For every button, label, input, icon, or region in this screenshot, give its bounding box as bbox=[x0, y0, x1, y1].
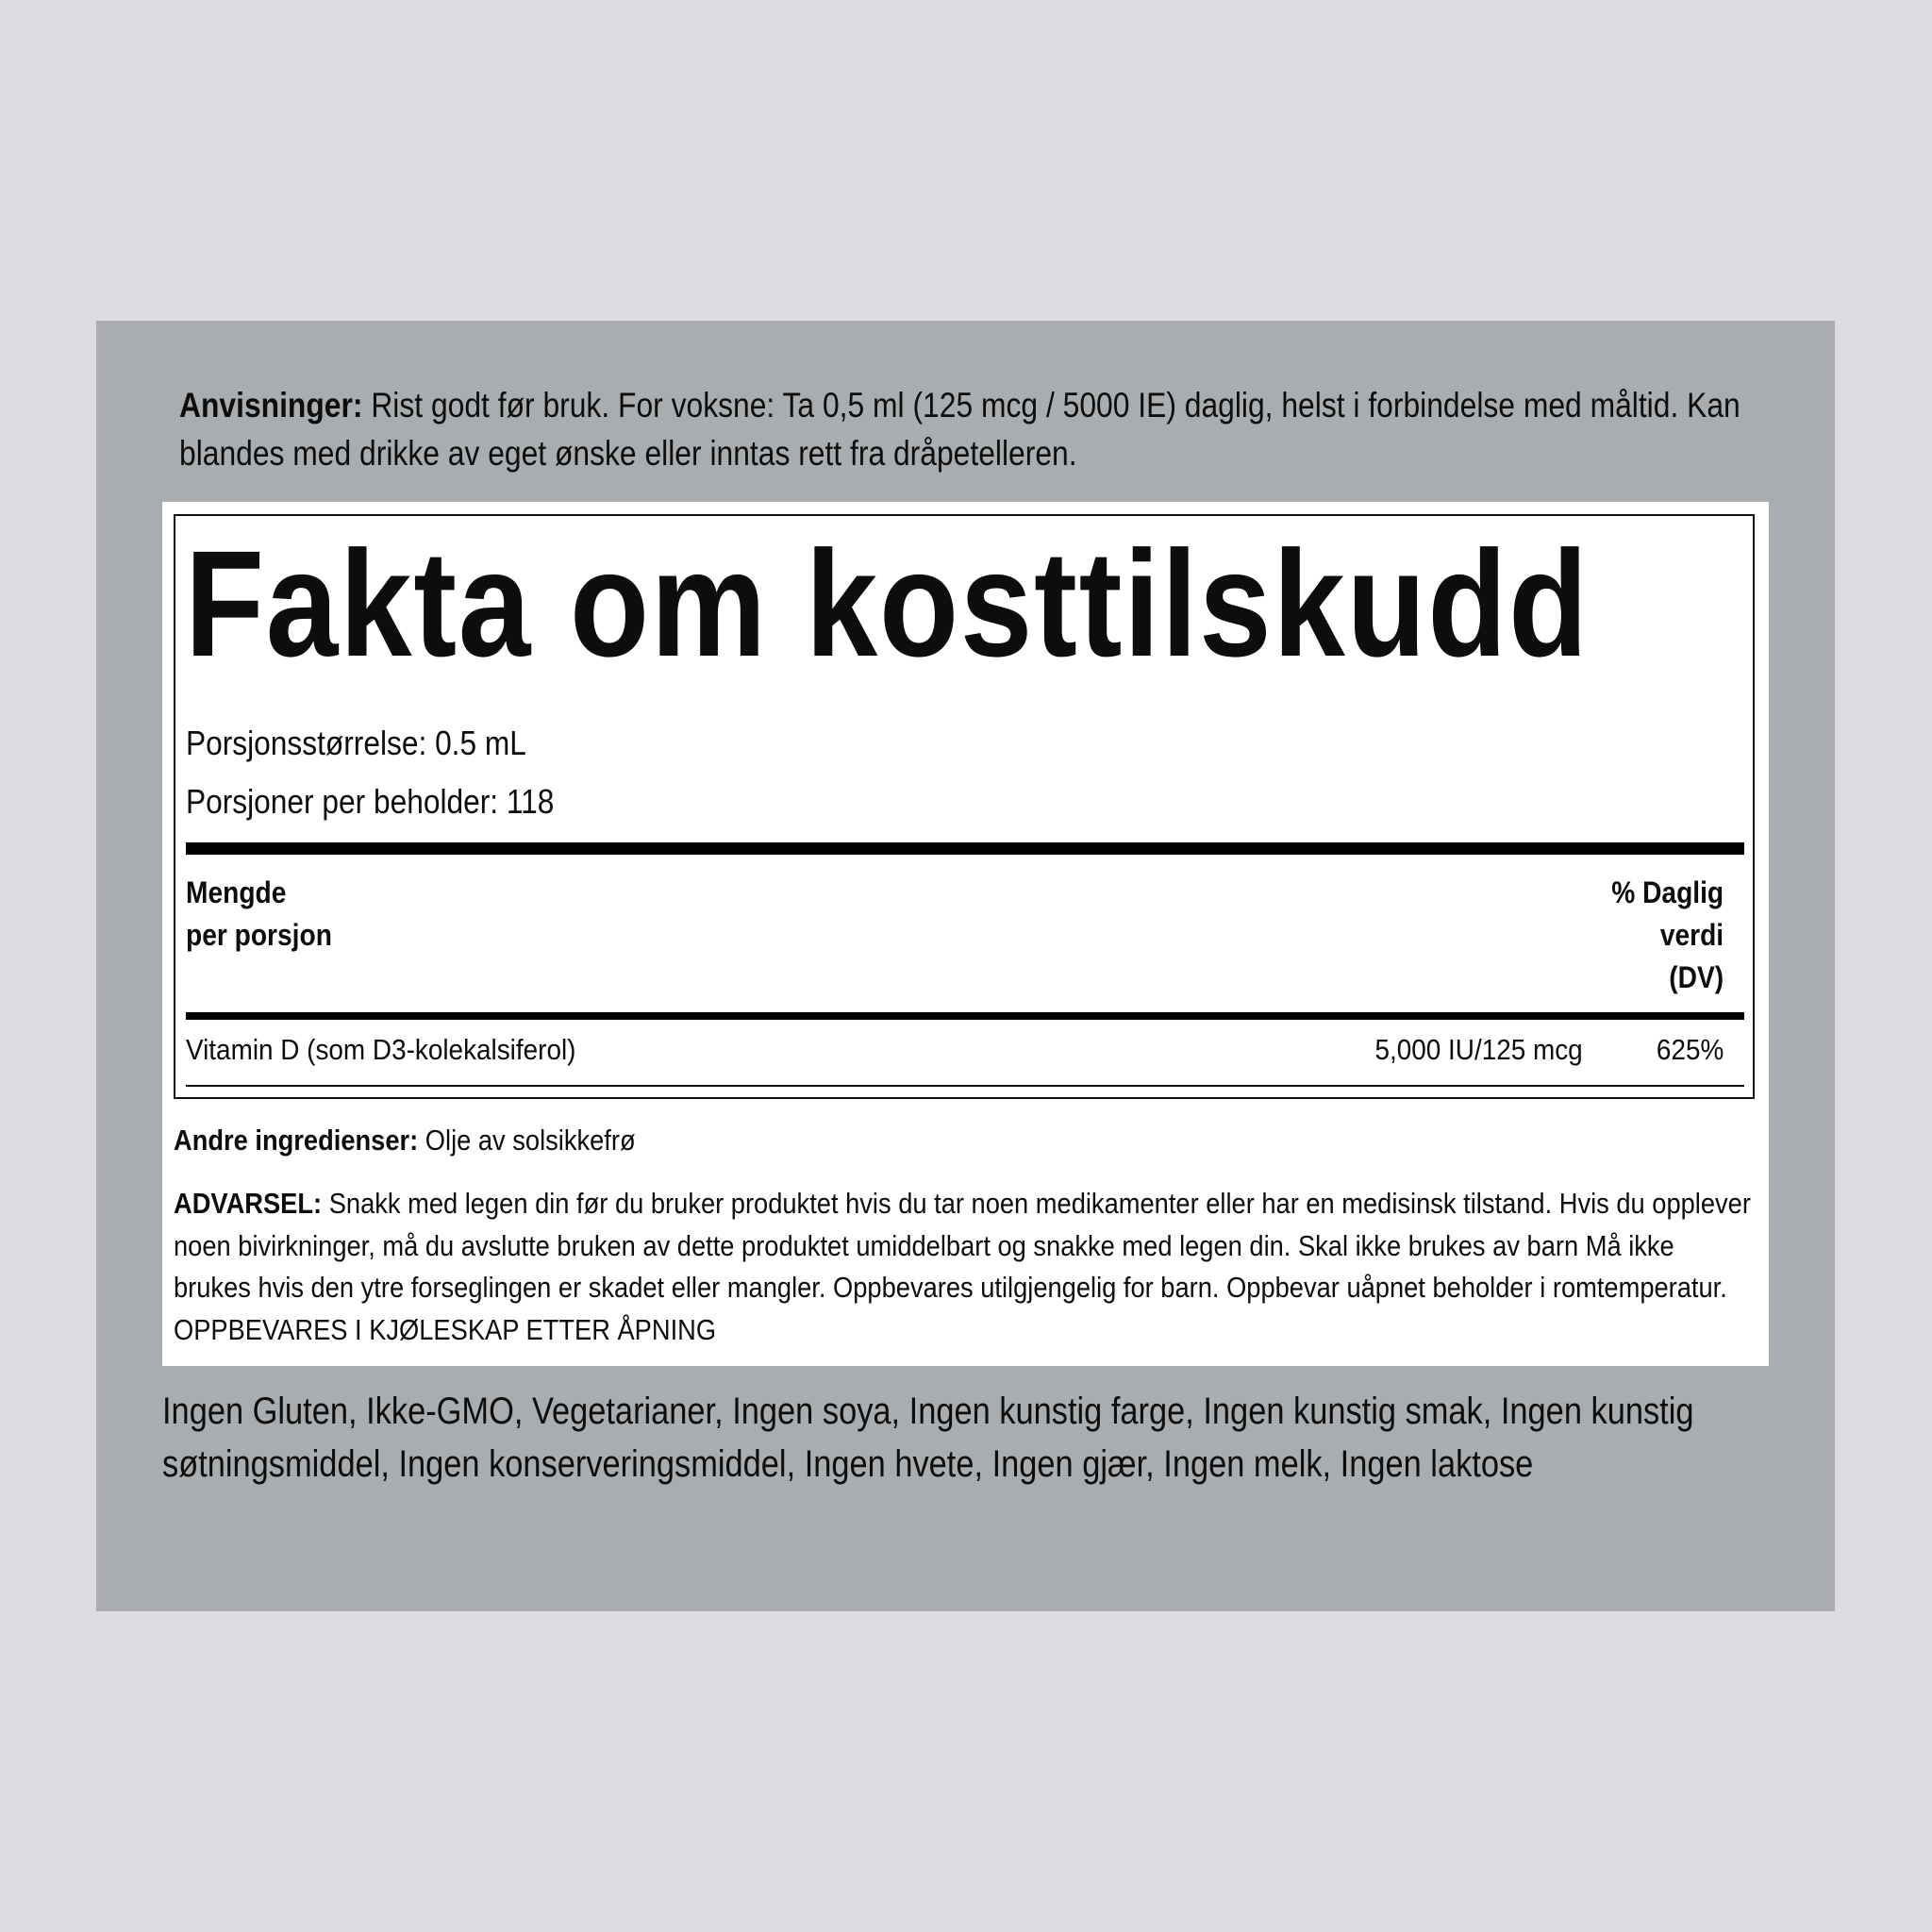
header-amount-line2: per porsjon bbox=[186, 918, 332, 952]
other-ingredients-text: Olje av solsikkefrø bbox=[418, 1124, 636, 1157]
directions-body: Rist godt før bruk. For voksne: Ta 0,5 ml (125 mcg / 5000 IE) daglig, helst i forbindelse med måltid. Kan blandes med drikke av eget ønske eller inntas rett fra dråpetelleren. bbox=[179, 386, 1740, 473]
divider-medium bbox=[186, 1012, 1744, 1020]
header-daily-value bbox=[1611, 872, 1724, 999]
header-dv-line2: verdi bbox=[1659, 918, 1724, 952]
header-amount-line1: Mengde bbox=[186, 875, 287, 909]
servings-per-container: Porsjoner per beholder: 118 bbox=[186, 782, 555, 821]
directions-text bbox=[179, 381, 1745, 477]
divider-thin bbox=[186, 1085, 1744, 1087]
nutrient-dv: 625% bbox=[1656, 1033, 1724, 1066]
other-ingredients-label: Andre ingredienser: bbox=[174, 1124, 419, 1157]
header-amount bbox=[186, 872, 332, 957]
warning-label: ADVARSEL: bbox=[174, 1187, 323, 1220]
divider-thick bbox=[186, 842, 1744, 855]
other-ingredients bbox=[174, 1121, 636, 1160]
nutrient-name: Vitamin D (som D3-kolekalsiferol) bbox=[186, 1033, 576, 1066]
directions-label: Anvisninger: bbox=[179, 386, 363, 425]
serving-size: Porsjonsstørrelse: 0.5 mL bbox=[186, 724, 526, 762]
facts-title: Fakta om kosttilskudd bbox=[185, 519, 1590, 688]
nutrient-amount: 5,000 IU/125 mcg bbox=[1374, 1033, 1583, 1066]
free-from-claims: Ingen Gluten, Ikke-GMO, Vegetarianer, Ingen soya, Ingen kunstig farge, Ingen kunstig smak, Ingen kunstig søtningsmiddel, Ingen konserveringsmiddel, Ingen hvete, Ingen gjær, Ingen melk, Ingen laktose bbox=[162, 1391, 1694, 1485]
header-dv-line1: % Daglig bbox=[1611, 875, 1724, 909]
warning-text: Snakk med legen din før du bruker produktet hvis du tar noen medikamenter eller har en medisinsk tilstand. Hvis du opplever noen bivirkninger, må du avslutte bruken av dette produktet umiddelbart og snakke med legen din. Skal ikke brukes av barn Må ikke brukes hvis den ytre forseglingen er skadet eller mangler. Oppbevares utilgjengelig for barn. Oppbevar uåpnet beholder i romtemperatur. OPPBEVARES I KJØLESKAP ETTER ÅPNING bbox=[174, 1187, 1751, 1346]
header-dv-line3: (DV) bbox=[1669, 960, 1724, 994]
warning bbox=[174, 1183, 1756, 1351]
